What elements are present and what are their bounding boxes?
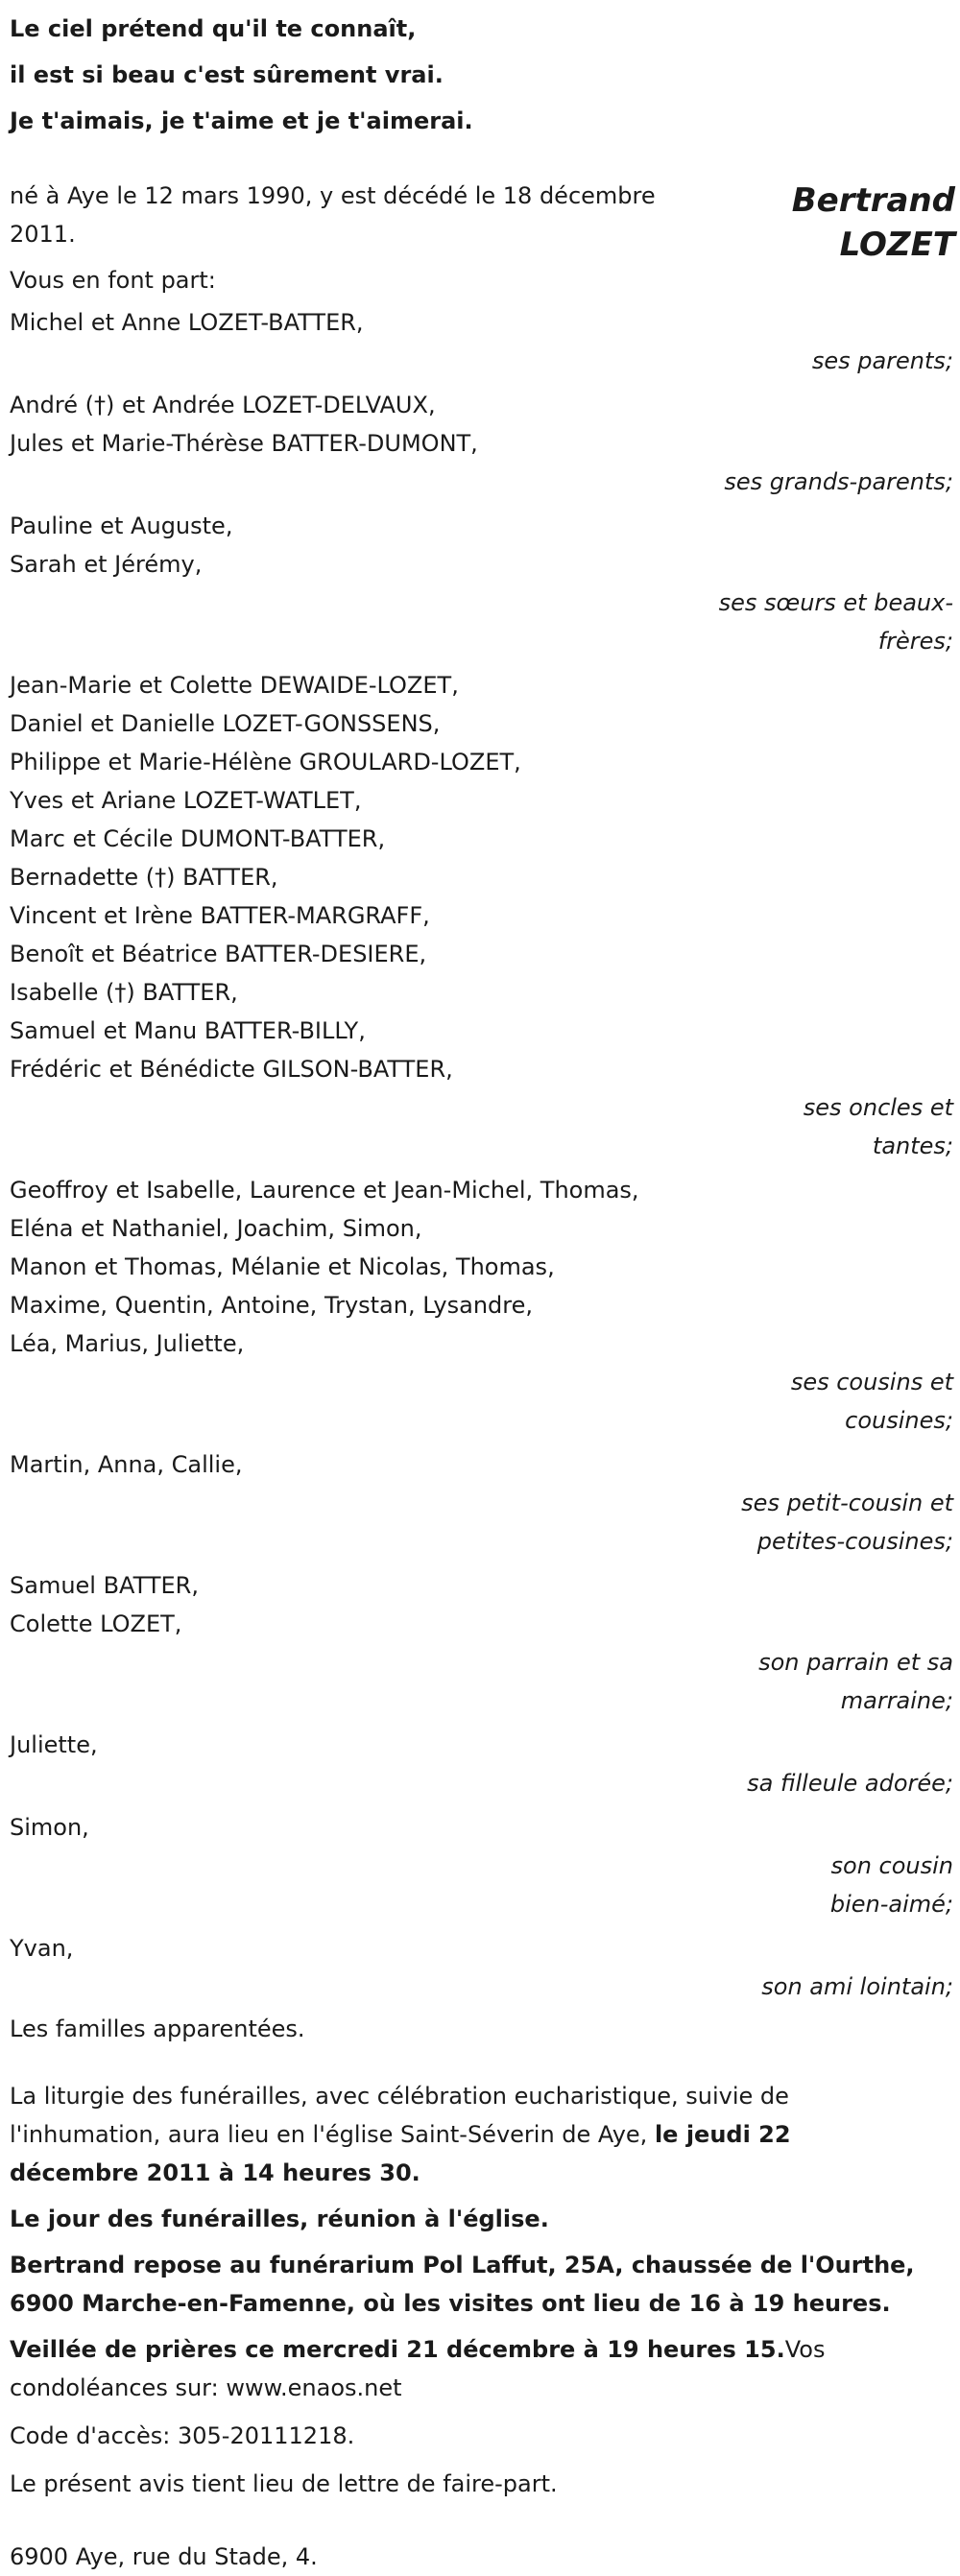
obituary-page [10,0,955,2576]
verse-line: Le ciel prétend qu'il te connaît, [10,15,417,42]
birth-text: né à Aye le 12 mars 1990, y est décédé le 18 décembre 2011. [10,182,656,248]
verse [10,6,955,144]
family-relation [723,1643,953,1720]
family-entry [10,1929,955,2006]
verse-line: Je t'aimais, je t'aime et je t'aimerai. [10,107,473,134]
relation-line: son ami lointain; [761,1973,953,2000]
notice-text: Le présent avis tient lieu de lettre de faire-part. [10,2470,558,2497]
family-relation [723,1363,953,1440]
family-relation [723,1088,953,1165]
family-relation [723,342,953,380]
relation-line: tantes; [872,1133,953,1159]
address-text: 6900 Aye, rue du Stade, 4. [10,2543,318,2570]
relation-line: ses petit-cousin et [741,1490,953,1516]
family-relation [665,1764,953,1802]
family-name: Colette LOZET, [10,1610,182,1637]
family-relation [665,463,953,501]
relation-line: ses grands-parents; [724,468,953,495]
rest-text: Bertrand repose au funérarium Pol Laffut, 25A, chaussée de l'Ourthe, 6900 Marche-en-Famenne, où les visites ont lieu de 16 à 19 heures. [10,2252,915,2317]
liturgy-text: La liturgie des funérailles, avec célébration eucharistique, suivie de l'inhumation, aura lieu en l'église Saint-Séverin de Aye, [10,2083,789,2148]
family-name: Samuel et Manu BATTER-BILLY, [10,1017,366,1044]
relation-line: ses sœurs et beaux- [718,589,953,616]
family-name: Daniel et Danielle LOZET-GONSSENS, [10,710,441,737]
family-name: Marc et Cécile DUMONT-BATTER, [10,825,386,852]
family-name: Vincent et Irène BATTER-MARGRAFF, [10,902,430,929]
family-name: Bernadette (†) BATTER, [10,864,278,891]
family-entry [10,1808,955,1923]
family-entry [10,1445,955,1561]
family-name: Philippe et Marie-Hélène GROULARD-LOZET, [10,749,521,775]
relation-line: sa filleule adorée; [747,1770,953,1797]
family-name: Martin, Anna, Callie, [10,1451,243,1478]
deceased-last-name: LOZET [839,226,955,264]
relation-line: bien-aimé; [829,1891,953,1918]
family-name: Sarah et Jérémy, [10,551,203,578]
access-code: Code d'accès: 305-20111218. [10,2422,355,2449]
family-name: Manon et Thomas, Mélanie et Nicolas, Thomas, [10,1253,555,1280]
relation-line: son parrain et sa [758,1649,953,1676]
family-name: Isabelle (†) BATTER, [10,979,238,1006]
family-relation [723,1847,953,1923]
family-relation [665,1968,953,2006]
family-name: André (†) et Andrée LOZET-DELVAUX, [10,392,436,418]
family-name: Maxime, Quentin, Antoine, Trystan, Lysandre, [10,1292,533,1319]
family-name: Eléna et Nathaniel, Joachim, Simon, [10,1215,422,1242]
relation-line: petites-cousines; [756,1528,953,1555]
family-name: Léa, Marius, Juliette, [10,1330,245,1357]
deceased-name [792,179,955,267]
family-entry [10,507,955,660]
family-name: Juliette, [10,1731,98,1758]
liturgy-paragraph [10,2077,874,2192]
family-name: Geoffroy et Isabelle, Laurence et Jean-Michel, Thomas, [10,1177,639,1204]
family-name: Simon, [10,1814,89,1841]
family-entry [10,303,955,380]
vigil-paragraph [10,2330,912,2407]
condolences-text: Vos condoléances sur: www.enaos.net [10,2336,826,2401]
family-name: Jean-Marie et Colette DEWAIDE-LOZET, [10,672,459,699]
family-name: Jules et Marie-Thérèse BATTER-DUMONT, [10,430,478,457]
family-name: Benoît et Béatrice BATTER-DESIERE, [10,941,427,967]
relation-line: ses oncles et [803,1094,953,1121]
relation-line: son cousin [830,1852,953,1879]
relation-line: ses cousins et [790,1369,953,1395]
family-name: Pauline et Auguste, [10,513,233,539]
families-related: Les familles apparentées. [10,2015,305,2042]
meeting-text: Le jour des funérailles, réunion à l'église. [10,2206,549,2232]
family-entry [10,386,955,501]
vigil-text: Veillée de prières ce mercredi 21 décembre à 19 heures 15. [10,2336,785,2363]
relation-line: cousines; [845,1407,953,1434]
verse-line: il est si beau c'est sûrement vrai. [10,61,444,88]
family-name: Yvan, [10,1935,74,1962]
relation-line: frères; [877,628,953,655]
family-name: Samuel BATTER, [10,1572,199,1599]
family-entry [10,1171,955,1440]
family-name: Yves et Ariane LOZET-WATLET, [10,787,362,814]
family-entry [10,1566,955,1720]
liturgy-date: le jeudi 22 décembre 2011 à 14 heures 30. [10,2121,791,2186]
family-entry [10,1726,955,1802]
family-name: Frédéric et Bénédicte GILSON-BATTER, [10,1056,453,1083]
family-entry [10,666,955,1165]
family-name: Michel et Anne LOZET-BATTER, [10,309,364,336]
announce-text: Vous en font part: [10,267,216,294]
family-relation [665,584,953,660]
relation-line: ses parents; [811,347,953,374]
deceased-first-name: Bertrand [791,181,955,220]
intro [10,177,955,299]
family-list [10,303,955,2006]
relation-line: marraine; [840,1687,953,1714]
family-relation [665,1484,953,1561]
